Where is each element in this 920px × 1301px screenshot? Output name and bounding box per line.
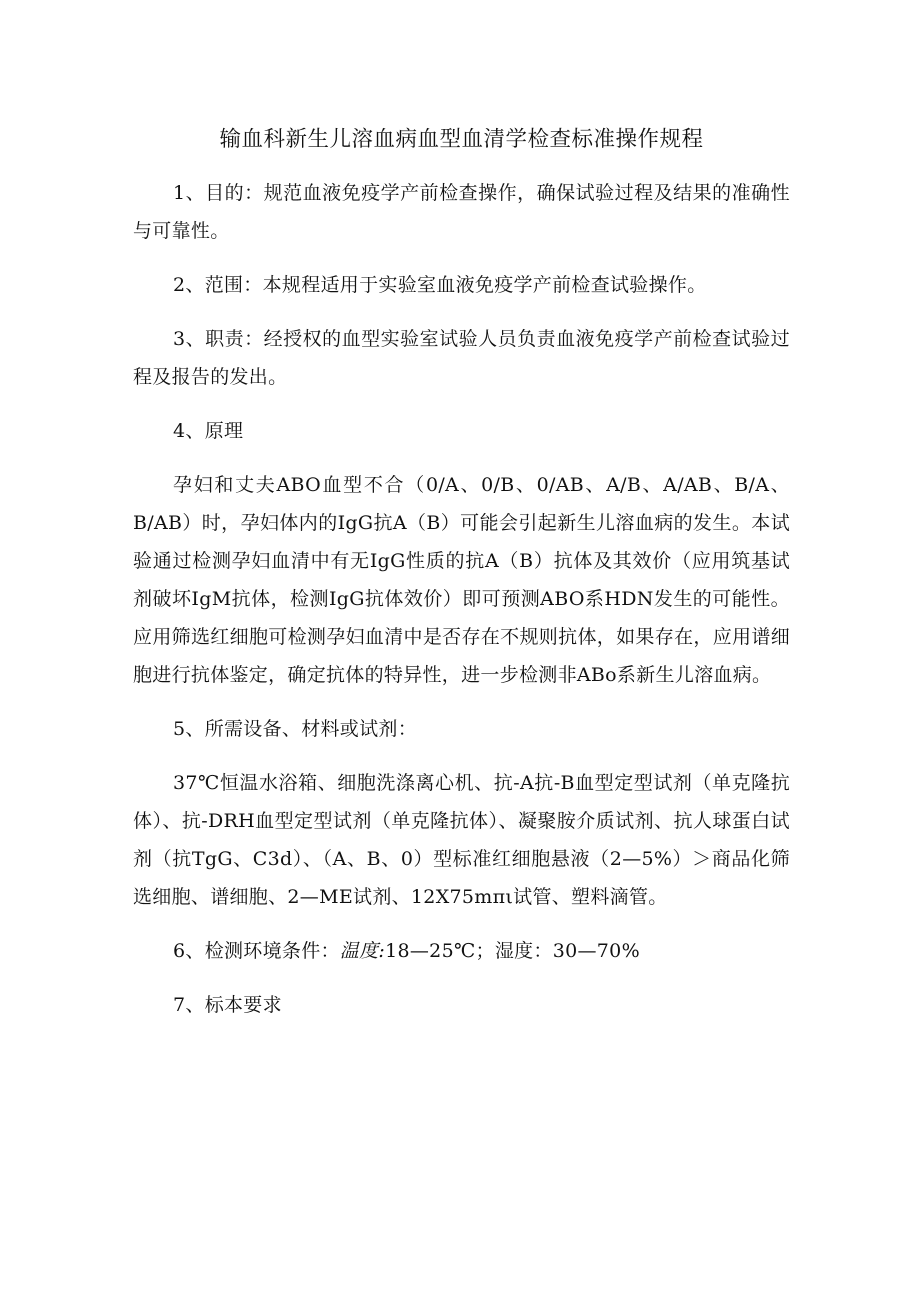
section-principle-body: 孕妇和丈夫ABO血型不合（0/A、0/B、0/AB、A/B、A/AB、B/A、B/AB）时，孕妇体内的IgG抗A（B）可能会引起新生儿溶血病的发生。本试验通过检测孕妇血清中有无IgG性质的抗A（B）抗体及其效价（应用筑基试剂破坏IgM抗体，检测IgG抗体效价）即可预测ABO系HDN发生的可能性。应用筛选红细胞可检测孕妇血清中是否存在不规则抗体，如果存在，应用谱细胞进行抗体鉴定，确定抗体的特异性，进一步检测非ABo系新生儿溶血病。	[133, 474, 790, 686]
section-duty: 3、职责：经授权的血型实验室试验人员负责血液免疫学产前检查试验过程及报告的发出。	[133, 328, 790, 388]
document-title: 输血科新生儿溶血病血型血清学检查标准操作规程	[219, 127, 704, 152]
section-scope: 2、范围：本规程适用于实验室血液免疫学产前检查试验操作。	[173, 274, 707, 296]
environment-temp-value: 18—25℃；湿度：30—70%	[385, 940, 640, 962]
environment-label: 6、检测环境条件：	[173, 940, 340, 962]
section-purpose: 1、目的：规范血液免疫学产前检查操作，确保试验过程及结果的准确性与可靠性。	[133, 182, 790, 242]
section-specimen-heading: 7、标本要求	[173, 994, 282, 1016]
section-principle-heading: 4、原理	[173, 420, 244, 442]
section-environment	[133, 932, 790, 970]
section-materials-heading: 5、所需设备、材料或试剂：	[173, 718, 417, 740]
environment-temp-label: 温度:	[339, 940, 386, 962]
section-materials-body: 37℃恒温水浴箱、细胞洗涤离心机、抗-A抗-B血型定型试剂（单克隆抗体）、抗-DRH血型定型试剂（单克隆抗体）、凝聚胺介质试剂、抗人球蛋白试剂（抗TgG、C3d）、（A、B、0）型标准红细胞悬液（2—5%）＞商品化筛选细胞、谱细胞、2—ME试剂、12X75mπι试管、塑料滴管。	[133, 772, 790, 908]
